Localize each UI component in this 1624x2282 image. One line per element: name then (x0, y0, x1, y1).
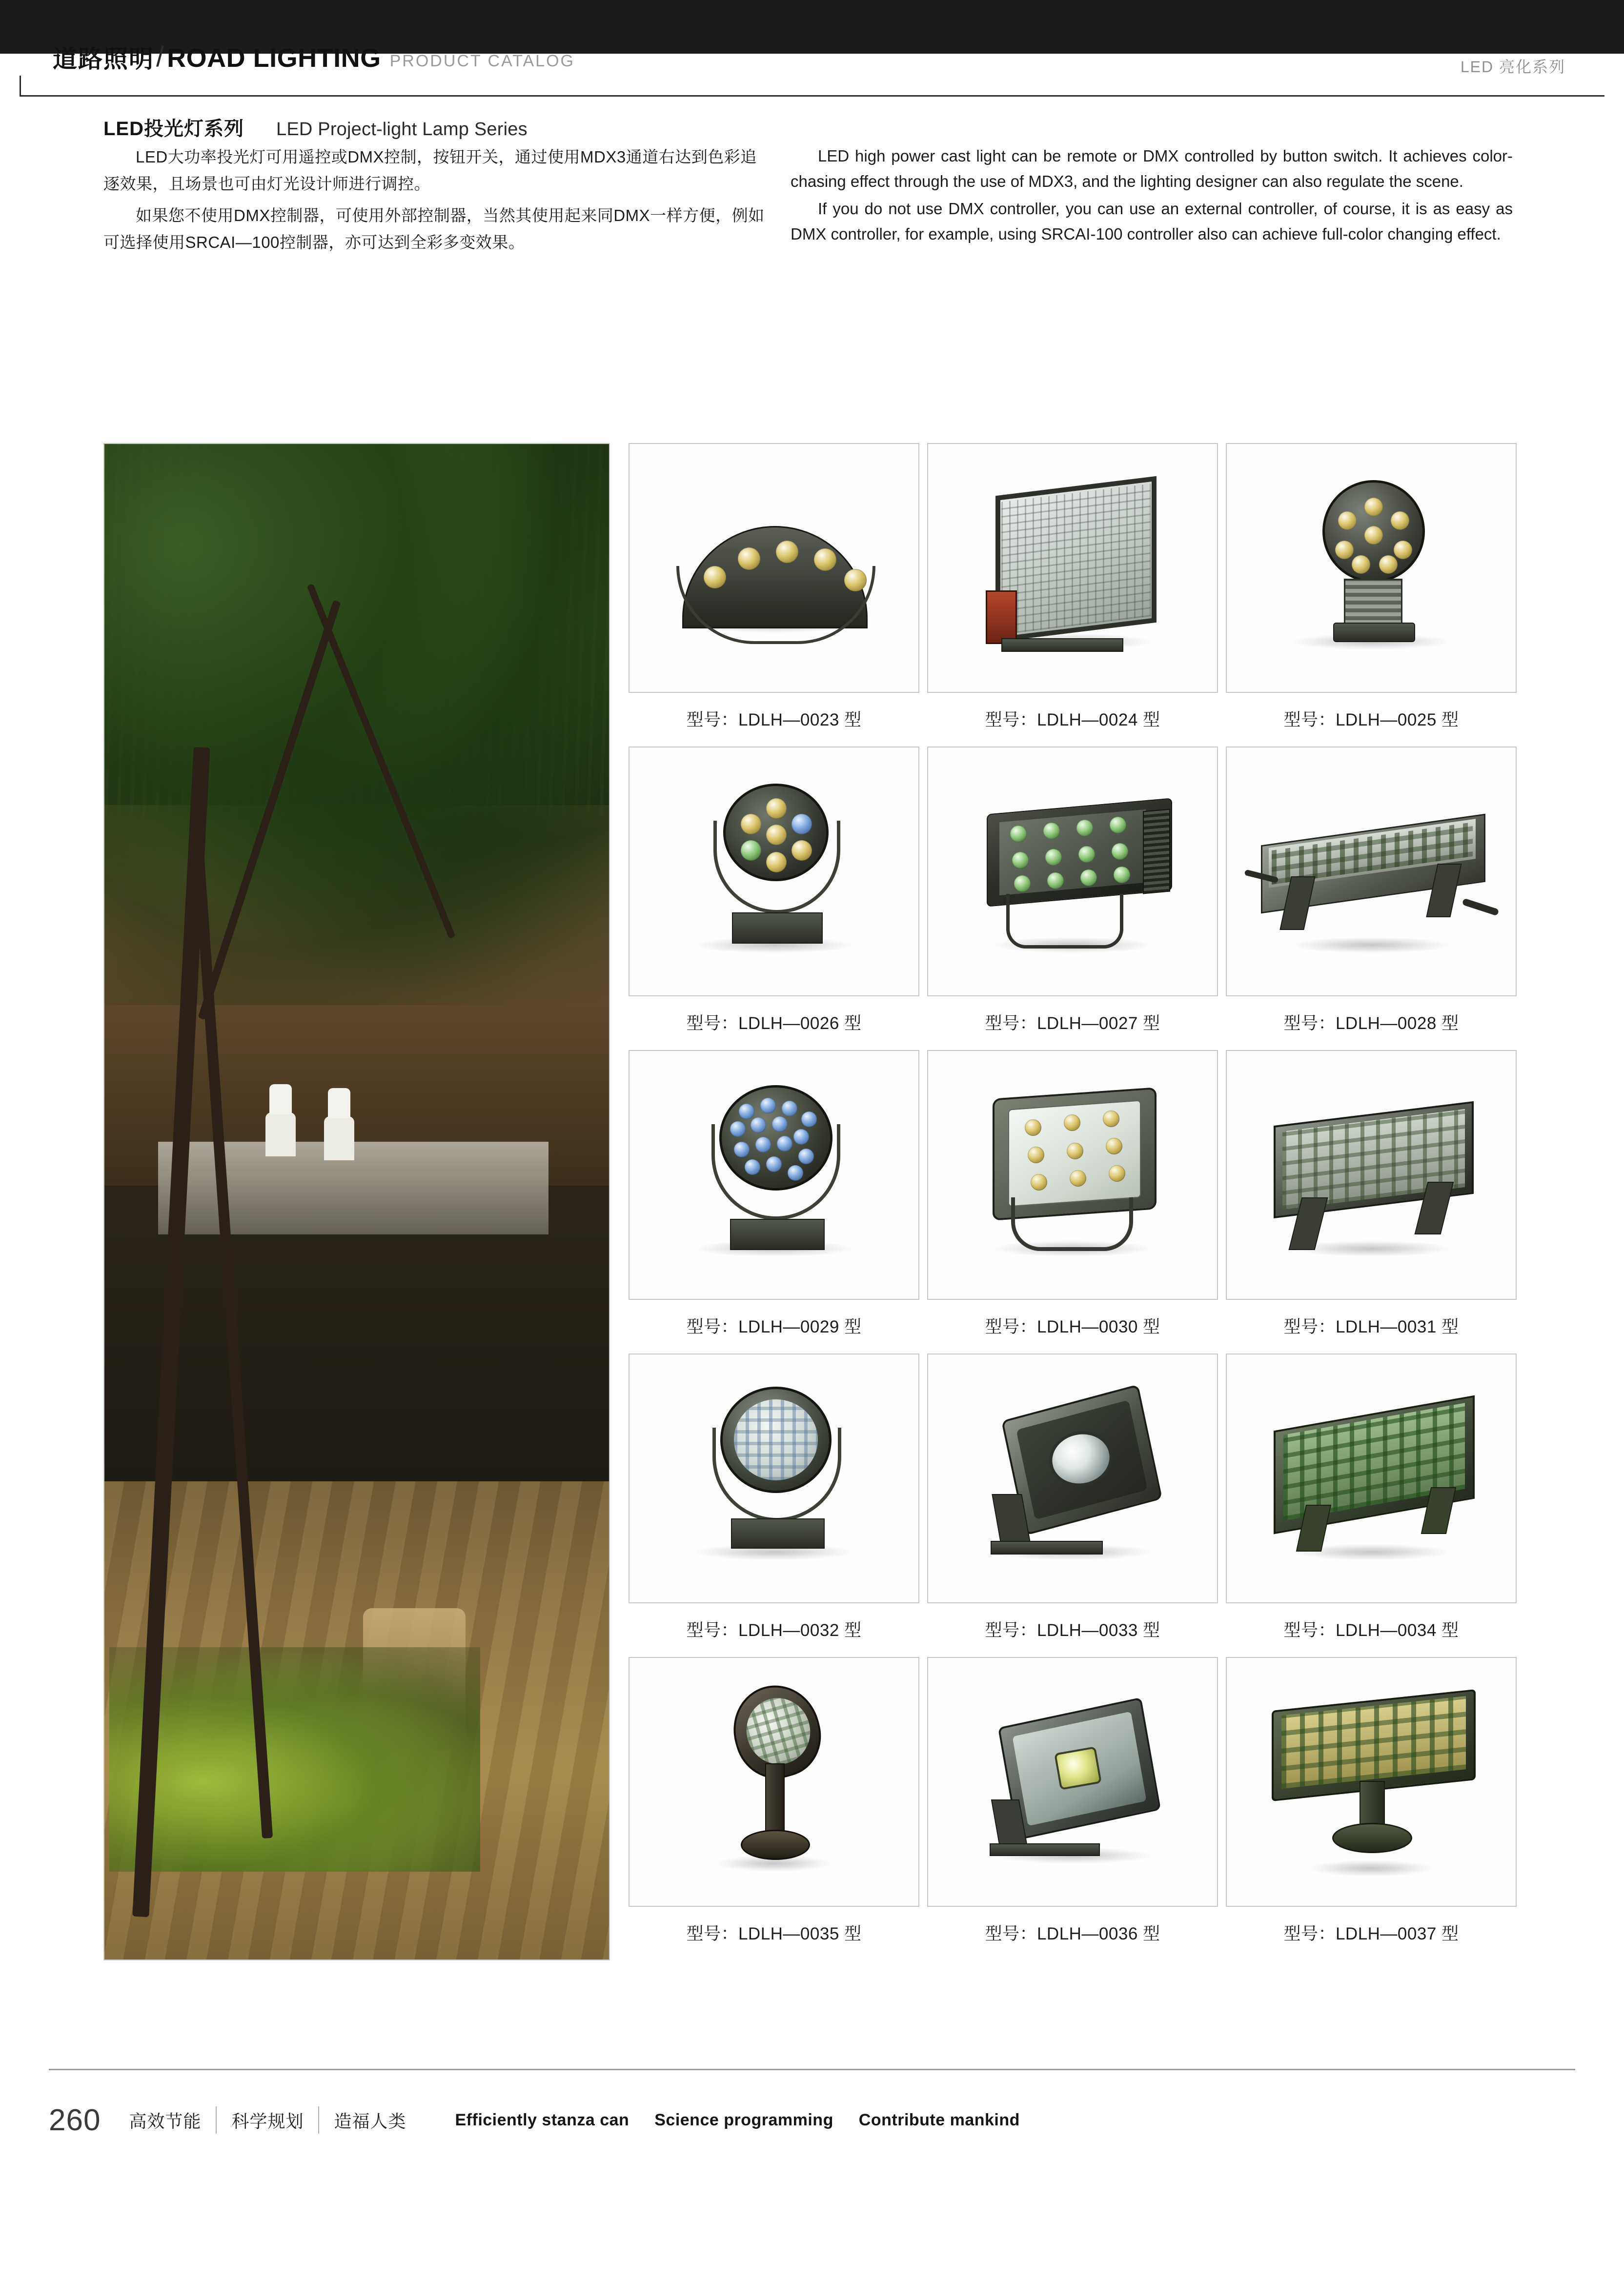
product-image (1226, 1050, 1517, 1300)
led-dot (1080, 869, 1097, 886)
header-rule-tick (20, 76, 21, 97)
led-dot (1352, 555, 1370, 574)
led-dot (1364, 526, 1383, 545)
product-caption: 型号：LDLH—0037 型 (1283, 1924, 1459, 1943)
led-dot (1064, 1114, 1080, 1131)
led-dot (704, 566, 726, 588)
intro-heading (103, 113, 528, 141)
lamp-base (990, 1843, 1100, 1856)
led-dot (1391, 511, 1409, 530)
led-dot (739, 1104, 754, 1119)
led-dot (776, 541, 798, 563)
lamp-art-box-12led (928, 747, 1217, 995)
product-image (629, 1050, 919, 1300)
product-image (629, 443, 919, 693)
product-image (927, 1353, 1218, 1603)
product-image (629, 747, 919, 996)
footer-en-item-1: Efficiently stanza can (455, 2110, 629, 2129)
product-cell[interactable] (923, 747, 1222, 1050)
header-rule (20, 95, 1604, 97)
hero-photo-shrubs (109, 1647, 480, 1872)
intro-english-column (791, 143, 1513, 249)
intro-heading-en: LED Project-light Lamp Series (276, 119, 528, 140)
product-caption: 型号：LDLH—0035 型 (686, 1924, 862, 1943)
led-dot (1076, 820, 1093, 836)
lamp-art-round-9led-stand (1227, 444, 1516, 692)
lamp-bracket (1006, 894, 1123, 949)
product-image (927, 1657, 1218, 1907)
led-dot (1112, 843, 1128, 860)
product-caption: 型号：LDLH—0033 型 (985, 1621, 1160, 1640)
hero-photo (103, 443, 610, 1960)
lamp-base (1332, 1823, 1412, 1853)
lamp-heatsink-fins (1143, 809, 1170, 894)
product-image (927, 443, 1218, 693)
footer-cn-item-1: 高效节能 (129, 2111, 202, 2131)
led-dot (1014, 875, 1031, 892)
led-dot (1394, 541, 1412, 559)
led-dot (1047, 872, 1064, 889)
product-image (629, 1353, 919, 1603)
product-cell[interactable] (1222, 1657, 1521, 1960)
lamp-base (732, 912, 823, 944)
lamp-art-green-grid-36led (1227, 1354, 1516, 1602)
lamp-art-grid-36led-angled (1227, 1051, 1516, 1299)
led-dot (1379, 555, 1398, 574)
product-caption: 型号：LDLH—0025 型 (1283, 710, 1459, 729)
lamp-base (741, 1830, 810, 1860)
product-image (1226, 443, 1517, 693)
product-caption: 型号：LDLH—0024 型 (985, 710, 1160, 729)
page-header (0, 0, 1624, 105)
led-dot (1109, 1165, 1125, 1182)
header-title-cn: 道路照明 (53, 45, 154, 73)
product-image (927, 1050, 1218, 1300)
lamp-driver-box (986, 590, 1017, 644)
lamp-art-round-dense-led (629, 1354, 918, 1602)
lamp-art-wide-grid-on-base (1227, 1658, 1516, 1906)
led-dot (1031, 1174, 1047, 1191)
footer-divider (49, 2069, 1575, 2070)
lamp-art-spot-on-pole (629, 1658, 918, 1906)
header-series-label: LED 亮化系列 (1460, 58, 1565, 76)
lamp-art-round-7led-amber (629, 747, 918, 995)
intro-en-paragraph-2: If you do not use DMX controller, you can use an external controller, of course, it is as easy as DMX controller, for example, using SRCAI-100 controller also can achieve full-color changing effect. (791, 200, 1513, 243)
product-cell[interactable] (625, 1353, 923, 1657)
led-dot (738, 547, 760, 570)
product-cell[interactable] (625, 1657, 923, 1960)
product-image (629, 1657, 919, 1907)
lamp-pole (765, 1763, 785, 1837)
led-dot (782, 1101, 797, 1116)
intro-chinese-column (103, 143, 767, 261)
product-image (927, 747, 1218, 996)
lamp-art-cob-floodlight (928, 1354, 1217, 1602)
lamp-art-round-18led-blue (629, 1051, 918, 1299)
lamp-base (1333, 623, 1415, 642)
intro-en-paragraph-1: LED high power cast light can be remote or DMX controlled by button switch. It achieves color-chasing effect through the use of MDX3, and the lighting designer can also regulate the scene. (791, 147, 1513, 190)
header-title-group (53, 43, 575, 71)
led-dot (766, 798, 787, 819)
lamp-shadow (1291, 937, 1452, 953)
product-caption: 型号：LDLH—0031 型 (1283, 1317, 1459, 1336)
product-caption: 型号：LDLH—0034 型 (1283, 1621, 1459, 1640)
intro-cn-paragraph-2: 如果您不使用DMX控制器，可使用外部控制器，当然其使用起来同DMX一样方便，例如可选择使用SRCAI—100控制器，亦可达到全彩多变效果。 (103, 206, 765, 251)
led-dot (1028, 1147, 1044, 1163)
product-grid (625, 443, 1521, 1960)
product-cell[interactable] (625, 443, 923, 747)
led-dot (1067, 1143, 1083, 1159)
lamp-art-square-9led-white (928, 1051, 1217, 1299)
hero-photo-chef-hat-2 (328, 1088, 350, 1118)
product-cell[interactable] (923, 1353, 1222, 1657)
intro-heading-cn: LED投光灯系列 (103, 118, 244, 140)
product-image (1226, 747, 1517, 996)
lamp-base (1001, 638, 1123, 652)
lamp-shadow (1308, 1860, 1435, 1877)
footer-en-item-2: Science programming (654, 2110, 833, 2129)
lamp-led-matrix (1001, 484, 1151, 635)
lamp-handle (1011, 1197, 1133, 1251)
lamp-art-big-panel (928, 444, 1217, 692)
product-caption: 型号：LDLH—0032 型 (686, 1621, 862, 1640)
product-cell[interactable] (1222, 443, 1521, 747)
product-cell[interactable] (1222, 747, 1521, 1050)
lamp-yoke (712, 1428, 841, 1521)
led-dot (760, 1098, 776, 1113)
product-caption: 型号：LDLH—0026 型 (686, 1014, 862, 1033)
product-caption: 型号：LDLH—0023 型 (686, 710, 862, 729)
product-cell[interactable] (625, 747, 923, 1050)
lamp-art-arc-bar (629, 444, 918, 692)
hero-photo-chef-2 (324, 1116, 354, 1160)
product-cell[interactable] (923, 443, 1222, 747)
product-caption: 型号：LDLH—0028 型 (1283, 1014, 1459, 1033)
product-image (1226, 1353, 1517, 1603)
led-dot (1335, 541, 1354, 559)
led-dot (1025, 1119, 1041, 1136)
led-dot (844, 569, 867, 591)
led-dot (1012, 852, 1029, 868)
lamp-yoke (713, 821, 840, 913)
lamp-yoke (711, 1124, 840, 1220)
led-dot (814, 548, 836, 571)
led-dot (1114, 867, 1130, 883)
footer-cn-item-2: 科学规划 (231, 2111, 304, 2131)
product-cell[interactable] (1222, 1050, 1521, 1353)
led-dot (1010, 826, 1027, 842)
footer-english-slogans (455, 2111, 1040, 2130)
led-dot (1110, 817, 1126, 833)
hero-photo-chef-1 (265, 1112, 296, 1156)
intro-cn-paragraph-1: LED大功率投光灯可用遥控或DMX控制，按钮开关，通过使用MDX3通道右达到色彩追逐效果，且场景也可由灯光设计师进行调控。 (103, 148, 757, 193)
lamp-cable (1462, 898, 1500, 916)
lamp-cob-chip (1054, 1746, 1102, 1790)
led-dot (1078, 846, 1095, 863)
lamp-art-linear-wallwasher (1227, 747, 1516, 995)
product-caption: 型号：LDLH—0036 型 (985, 1924, 1160, 1943)
hero-photo-tree-canopy (103, 443, 610, 1005)
lamp-art-slim-floodlight (928, 1658, 1217, 1906)
led-dot (1106, 1138, 1122, 1154)
product-image (1226, 1657, 1517, 1907)
product-caption: 型号：LDLH—0029 型 (686, 1317, 862, 1336)
header-title-en: ROAD LIGHTING (167, 43, 381, 73)
led-dot (1045, 849, 1062, 866)
led-dot (1103, 1111, 1119, 1127)
footer-en-item-3: Contribute mankind (858, 2110, 1020, 2129)
header-slash: / (156, 41, 164, 73)
product-cell[interactable] (1222, 1353, 1521, 1657)
led-dot (1338, 511, 1357, 530)
led-dot (1364, 498, 1383, 516)
footer-cn-item-3: 造福人类 (334, 2111, 406, 2131)
product-cell[interactable] (923, 1050, 1222, 1353)
lamp-base (731, 1518, 825, 1549)
lamp-base (730, 1219, 825, 1250)
page-footer (49, 2093, 1575, 2147)
hero-photo-chef-hat-1 (269, 1084, 292, 1114)
product-cell[interactable] (923, 1657, 1222, 1960)
page-number: 260 (49, 2103, 101, 2137)
product-cell[interactable] (625, 1050, 923, 1353)
led-dot (1070, 1170, 1086, 1187)
product-caption: 型号：LDLH—0027 型 (985, 1014, 1160, 1033)
header-subtitle: PRODUCT CATALOG (389, 52, 575, 70)
product-caption: 型号：LDLH—0030 型 (985, 1317, 1160, 1336)
lamp-heatsink (1344, 579, 1402, 626)
led-dot (1043, 823, 1060, 839)
lamp-base (991, 1541, 1103, 1555)
